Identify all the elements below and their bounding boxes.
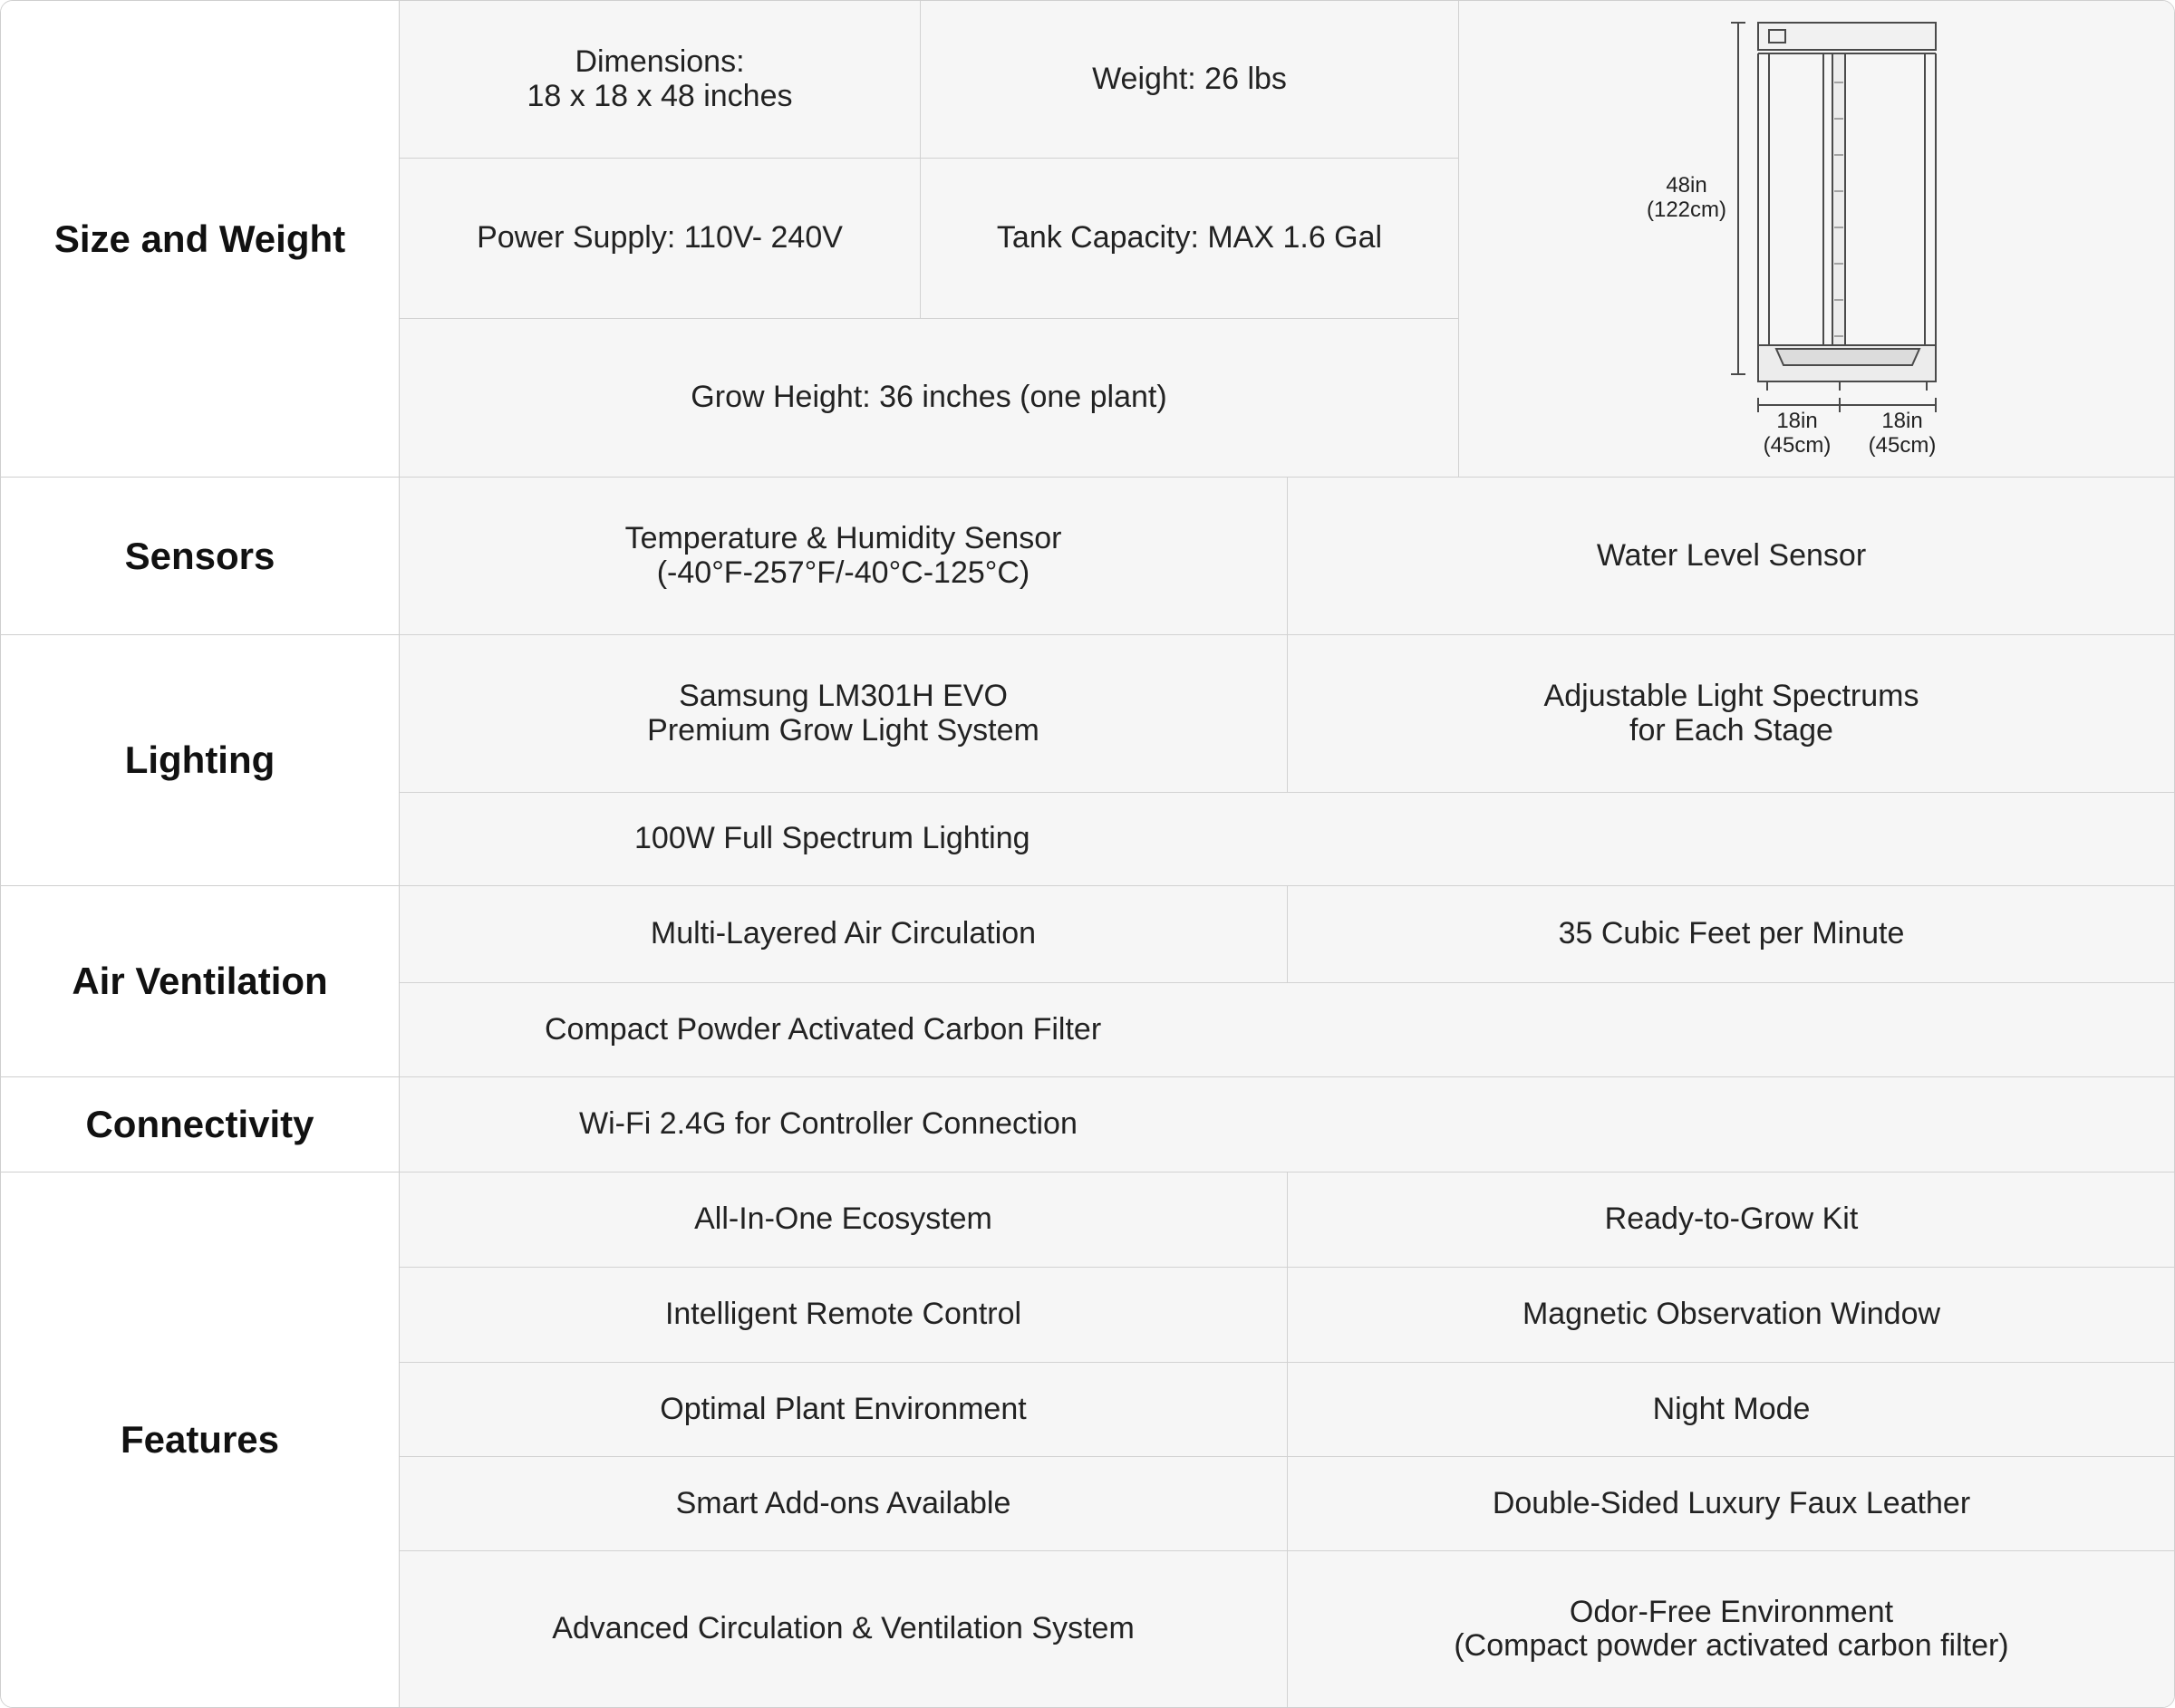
feature-item: Intelligent Remote Control — [400, 1268, 1288, 1363]
spec-adjustable-spectrums: Adjustable Light Spectrums for Each Stage — [1288, 635, 2175, 793]
row-label-air-ventilation: Air Ventilation — [1, 886, 400, 1077]
grow-tent-diagram-icon — [1459, 1, 2175, 478]
depth-dimension-label: 18in (45cm) — [1868, 409, 1937, 458]
feature-item: Odor-Free Environment (Compact powder activated carbon filter) — [1288, 1551, 2175, 1707]
row-label-features: Features — [1, 1172, 400, 1707]
product-figure — [1459, 1, 2175, 478]
feature-item: Optimal Plant Environment — [400, 1363, 1288, 1457]
feature-item: Double-Sided Luxury Faux Leather — [1288, 1457, 2175, 1551]
spec-carbon-filter: Compact Powder Activated Carbon Filter — [400, 983, 2175, 1077]
spec-air-circulation: Multi-Layered Air Circulation — [400, 886, 1288, 983]
spec-cubic-feet: 35 Cubic Feet per Minute — [1288, 886, 2175, 983]
spec-full-spectrum: 100W Full Spectrum Lighting — [400, 793, 2175, 886]
row-label-connectivity: Connectivity — [1, 1077, 400, 1172]
feature-item: Ready-to-Grow Kit — [1288, 1172, 2175, 1268]
spec-dimensions: Dimensions: 18 x 18 x 48 inches — [400, 1, 921, 159]
row-label-lighting: Lighting — [1, 635, 400, 886]
feature-item: Night Mode — [1288, 1363, 2175, 1457]
height-dimension-label: 48in (122cm) — [1646, 173, 1727, 222]
spec-power-supply: Power Supply: 110V- 240V — [400, 159, 921, 319]
feature-item: All-In-One Ecosystem — [400, 1172, 1288, 1268]
spec-wifi: Wi-Fi 2.4G for Controller Connection — [400, 1077, 2175, 1172]
feature-item: Magnetic Observation Window — [1288, 1268, 2175, 1363]
spec-water-level-sensor: Water Level Sensor — [1288, 478, 2175, 635]
feature-item: Smart Add-ons Available — [400, 1457, 1288, 1551]
row-label-size-weight: Size and Weight — [1, 1, 400, 478]
row-label-sensors: Sensors — [1, 478, 400, 635]
spec-samsung-light: Samsung LM301H EVO Premium Grow Light System — [400, 635, 1288, 793]
spec-weight: Weight: 26 lbs — [921, 1, 1459, 159]
spec-temperature-humidity-sensor: Temperature & Humidity Sensor (-40°F-257°F/-40°C-125°C) — [400, 478, 1288, 635]
width-dimension-label: 18in (45cm) — [1763, 409, 1832, 458]
feature-item: Advanced Circulation & Ventilation System — [400, 1551, 1288, 1707]
spec-tank-capacity: Tank Capacity: MAX 1.6 Gal — [921, 159, 1459, 319]
spec-grow-height: Grow Height: 36 inches (one plant) — [400, 319, 1459, 478]
